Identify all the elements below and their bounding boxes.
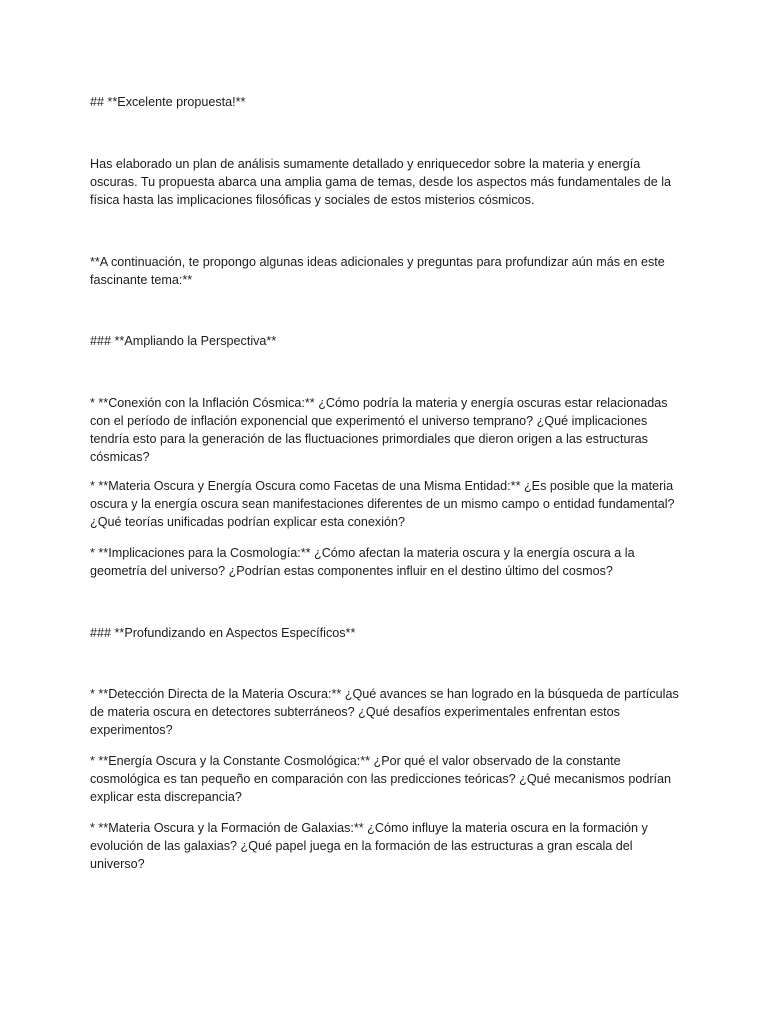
list-item: * **Implicaciones para la Cosmología:** ¿Cómo afectan la materia oscura y la energía oscura a la geometría del universo? ¿Podrían estas componentes influir en el destino último del cosmos?	[90, 546, 635, 578]
list-item: * **Conexión con la Inflación Cósmica:** ¿Cómo podría la materia y energía oscuras estar relacionadas con el período de inflación exponencial que experimentó el universo temprano? ¿Qué implicaciones tendría esto para la generación de las fluctuaciones primordiales que dieron origen a las estructuras cósmicas?	[90, 396, 668, 464]
list-item: * **Materia Oscura y la Formación de Galaxias:** ¿Cómo influye la materia oscura en la formación y evolución de las galaxias? ¿Qué papel juega en la formación de las estructuras a gran escala del universo?	[90, 821, 648, 871]
list-item: * **Energía Oscura y la Constante Cosmológica:** ¿Por qué el valor observado de la constante cosmológica es tan pequeño en comparación con las predicciones teóricas? ¿Qué mecanismos podrían explicar esta discrepancia?	[90, 754, 672, 804]
list-item: * **Materia Oscura y Energía Oscura como Facetas de una Misma Entidad:** ¿Es posible que la materia oscura y la energía oscura sean manifestaciones diferentes de un mismo campo o entidad fundamental? ¿Qué teorías unificadas podrían explicar esta conexión?	[90, 479, 675, 529]
list-item: * **Detección Directa de la Materia Oscura:** ¿Qué avances se han logrado en la búsqueda de partículas de materia oscura en detectores subterráneos? ¿Qué desafíos experimentales enfrentan estos experimentos?	[90, 687, 679, 737]
section-heading-profundizando: ### **Profundizando en Aspectos Específicos**	[90, 626, 356, 640]
intro-paragraph: Has elaborado un plan de análisis sumamente detallado y enriquecedor sobre la materia y energía oscuras. Tu propuesta abarca una amplia gama de temas, desde los aspectos más fundamentales de la física hasta las implicaciones filosóficas y sociales de estos misterios cósmicos.	[90, 157, 672, 207]
continuation-paragraph: **A continuación, te propongo algunas ideas adicionales y preguntas para profundizar aún más en este fascinante tema:**	[90, 255, 665, 287]
section-heading-ampliando: ### **Ampliando la Perspectiva**	[90, 334, 277, 348]
main-heading: ## **Excelente propuesta!**	[90, 95, 246, 109]
